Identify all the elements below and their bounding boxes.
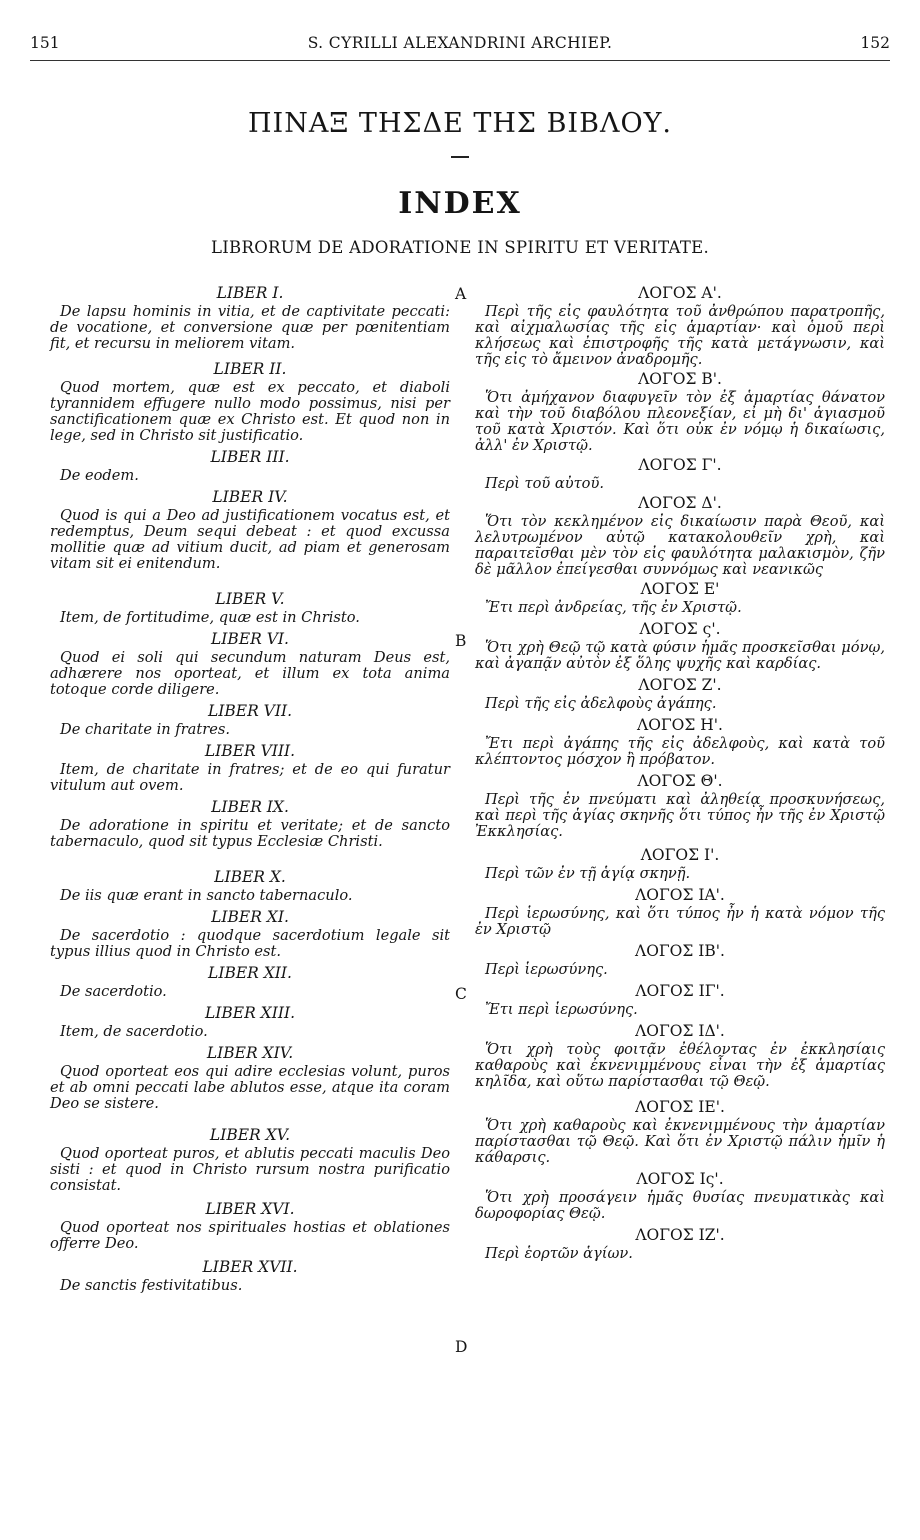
running-header xyxy=(30,34,890,58)
book-summary: Περὶ ἑορτῶν ἁγίων. xyxy=(485,1245,633,1262)
index-entry xyxy=(50,702,450,738)
page-number-right: 152 xyxy=(860,34,890,52)
book-heading: LIBER XI. xyxy=(211,908,289,926)
index-entry xyxy=(475,456,885,492)
book-summary: De sanctis festivitatibus. xyxy=(60,1277,243,1294)
book-summary: Quod oporteat puros, et ablutis peccati maculis Deo sisti : et quod in Christo rursum nostra purificatio consistat. xyxy=(50,1145,450,1194)
book-heading: ΛΟΓΟΣ Δ'. xyxy=(638,494,722,512)
title-divider xyxy=(451,156,469,158)
book-heading: LIBER VI. xyxy=(211,630,289,648)
book-heading: ΛΟΓΟΣ Ζ'. xyxy=(638,676,722,694)
book-summary: De adoratione in spiritu et veritate; et de sancto tabernaculo, quod sit typus Ecclesiæ Christi. xyxy=(50,817,450,850)
index-entry xyxy=(475,1170,885,1222)
book-heading: LIBER XIV. xyxy=(206,1044,294,1062)
book-heading: LIBER XV. xyxy=(209,1126,291,1144)
index-entry xyxy=(475,772,885,840)
index-entry xyxy=(50,1258,450,1294)
book-summary: De charitate in fratres. xyxy=(60,721,230,738)
greek-title: ΠΙΝΑΞ ΤΗΣΔΕ ΤΗΣ ΒΙΒΛΟΥ. xyxy=(248,108,672,139)
latin-title: INDEX xyxy=(398,186,522,221)
book-heading: ΛΟΓΟΣ Η'. xyxy=(637,716,723,734)
book-heading: ΛΟΓΟΣ ΙΖ'. xyxy=(635,1226,725,1244)
book-summary: Ὅτι τὸν κεκλημένον εἰς δικαίωσιν παρὰ Θεοῦ, καὶ λελυτρωμένον αὐτῷ κατακολουθεῖν χρὴ, καὶ παραιτεῖσθαι μὲν τὸν εἰς φαυλότητα μαλακισμὸν, ζῆν δὲ μᾶλλον ἐπείγεσθαι συννόμως καὶ νεανικῶς xyxy=(475,513,885,578)
book-summary: Quod is qui a Deo ad justificationem vocatus est, et redemptus, Deum sequi debeat : et quod excussa mollitie quæ ad vitium ducit, ad piam et generosam vitam sit ei enitendum. xyxy=(50,507,450,572)
index-entry xyxy=(475,716,885,768)
book-heading: ΛΟΓΟΣ Ι'. xyxy=(640,846,720,864)
book-heading: LIBER XIII. xyxy=(204,1004,296,1022)
index-entry xyxy=(50,908,450,960)
book-summary: Item, de charitate in fratres; et de eo qui furatur vitulum aut ovem. xyxy=(50,761,450,794)
book-summary: Quod oporteat eos qui adire ecclesias volunt, puros et ab omni peccati labe ablutos esse, atque ita coram Deo se sistere. xyxy=(50,1063,450,1112)
latin-column xyxy=(50,280,450,1294)
index-subtitle: LIBRORUM DE ADORATIONE IN SPIRITU ET VERITATE. xyxy=(210,238,710,257)
book-summary: Item, de fortitudime, quæ est in Christo. xyxy=(60,609,360,626)
index-entry xyxy=(475,370,885,454)
book-summary: Περὶ ἱερωσύνης, καὶ ὅτι τύπος ἦν ἡ κατὰ νόμον τῆς ἐν Χριστῷ xyxy=(475,905,885,938)
book-heading: ΛΟΓΟΣ ΙΓ'. xyxy=(635,982,725,1000)
index-entry xyxy=(475,1098,885,1166)
book-summary: De iis quæ erant in sancto tabernaculo. xyxy=(60,887,353,904)
index-entry xyxy=(50,798,450,850)
book-summary: Περὶ τῆς εἰς ἀδελφοὺς ἀγάπης. xyxy=(485,695,717,712)
running-title: S. CYRILLI ALEXANDRINI ARCHIEP. xyxy=(307,34,613,52)
book-summary: Περὶ τῆς εἰς φαυλότητα τοῦ ἀνθρώπου παρατροπῆς, καὶ αἰχμαλωσίας τῆς εἰς ἁμαρτίαν· καὶ ὁμοῦ περὶ κλήσεως καὶ ἐπιστροφῆς τῆς κατὰ μετάγνωσιν, καὶ τῆς εἰς τὸ ἄμεινον ἀναδρομῆς. xyxy=(475,303,885,368)
index-entry xyxy=(475,846,885,882)
index-entry xyxy=(50,868,450,904)
book-summary: Ἔτι περὶ ἀγάπης τῆς εἰς ἀδελφοὺς, καὶ κατὰ τοῦ κλέπτοντος μόσχον ἢ πρόβατον. xyxy=(475,735,885,768)
index-entry xyxy=(50,1044,450,1112)
index-entry xyxy=(475,982,885,1018)
book-heading: LIBER VIII. xyxy=(204,742,296,760)
book-heading: ΛΟΓΟΣ ΙΑ'. xyxy=(635,886,725,904)
book-summary: De eodem. xyxy=(60,467,139,484)
index-entry xyxy=(50,448,450,484)
index-entry xyxy=(475,1226,885,1262)
book-summary: Ἔτι περὶ ἀνδρείας, τῆς ἐν Χριστῷ. xyxy=(485,599,742,616)
index-entry xyxy=(475,942,885,978)
book-heading: LIBER IV. xyxy=(212,488,288,506)
book-heading: ΛΟΓΟΣ Γ'. xyxy=(638,456,722,474)
index-entry xyxy=(50,1126,450,1194)
index-entry xyxy=(475,1022,885,1090)
book-summary: Ὅτι χρὴ καθαροὺς καὶ ἐκνενιμμένους τὴν ἁμαρτίαν παρίστασθαι τῷ Θεῷ. Καὶ ὅτι ἐν Χριστῷ πάλιν ἡμῖν ἡ κάθαρσις. xyxy=(475,1117,885,1166)
margin-letter-a: A xyxy=(455,285,467,303)
book-heading: LIBER X. xyxy=(214,868,286,886)
index-entry xyxy=(50,630,450,698)
book-heading: ΛΟΓΟΣ Ις'. xyxy=(636,1170,724,1188)
book-heading: ΛΟΓΟΣ Α'. xyxy=(638,284,722,302)
book-summary: Περὶ τῆς ἐν πνεύματι καὶ ἀληθείᾳ προσκυνήσεως, καὶ περὶ τῆς ἁγίας σκηνῆς ὅτι τύπος ἦν τῆς ἐν Χριστῷ Ἐκκλησίας. xyxy=(475,791,885,840)
book-summary: Quod oporteat nos spirituales hostias et oblationes offerre Deo. xyxy=(50,1219,450,1252)
book-summary: Ἔτι περὶ ἱερωσύνης. xyxy=(485,1001,638,1018)
book-summary: Ὅτι χρὴ τοὺς φοιτᾷν ἐθέλοντας ἐν ἐκκλησίαις καθαροὺς καὶ ἐκνενιμμένους εἶναι τὴν ἐξ ἁμαρτίας κηλῖδα, καὶ οὕτω παρίστασθαι τῷ Θεῷ. xyxy=(475,1041,885,1090)
book-summary: De sacerdotio. xyxy=(60,983,167,1000)
book-heading: LIBER XII. xyxy=(208,964,292,982)
book-summary: Περὶ τοῦ αὐτοῦ. xyxy=(485,475,604,492)
index-entry xyxy=(50,1200,450,1252)
header-rule xyxy=(30,60,890,61)
book-summary: De lapsu hominis in vitia, et de captivitate peccati: de vocatione, et conversione quæ per pœnitentiam fit, et recursu in meliorem vitam. xyxy=(50,303,450,352)
book-heading: ΛΟΓΟΣ Θ'. xyxy=(637,772,723,790)
book-heading: LIBER I. xyxy=(216,284,284,302)
book-heading: LIBER III. xyxy=(210,448,290,466)
book-summary: Item, de sacerdotio. xyxy=(60,1023,208,1040)
book-heading: ΛΟΓΟΣ Ε' xyxy=(640,580,720,598)
book-summary: Περὶ τῶν ἐν τῇ ἁγίᾳ σκηνῇ. xyxy=(485,865,691,882)
index-entry xyxy=(475,580,885,616)
book-summary: Ὅτι χρὴ προσάγειν ἡμᾶς θυσίας πνευματικὰς καὶ δωροφορίας Θεῷ. xyxy=(475,1189,885,1222)
index-entry xyxy=(475,886,885,938)
margin-letter-d: D xyxy=(455,1338,468,1356)
book-heading: LIBER IX. xyxy=(211,798,289,816)
book-heading: ΛΟΓΟΣ ΙΒ'. xyxy=(635,942,725,960)
index-entry xyxy=(50,590,450,626)
book-summary: Ὅτι χρὴ Θεῷ τῷ κατὰ φύσιν ἡμᾶς προσκεῖσθαι μόνῳ, καὶ ἀγαπᾷν αὐτὸν ἐξ ὅλης ψυχῆς καὶ καρδίας. xyxy=(475,639,885,672)
index-entry xyxy=(475,494,885,578)
index-entry xyxy=(50,360,450,444)
index-entry xyxy=(50,742,450,794)
margin-letter-c: C xyxy=(455,985,467,1003)
index-entry xyxy=(50,1004,450,1040)
book-heading: LIBER VII. xyxy=(207,702,293,720)
index-entry xyxy=(50,488,450,572)
book-heading: ΛΟΓΟΣ ΙΔ'. xyxy=(635,1022,725,1040)
page-number-left: 151 xyxy=(30,34,60,52)
book-summary: Quod mortem, quæ est ex peccato, et diaboli tyrannidem effugere nullo modo possimus, nisi per sanctificationem quæ ex Christo est. Et quod non in lege, sed in Christo sit justificatio. xyxy=(50,379,450,444)
index-entry xyxy=(50,284,450,352)
book-summary: De sacerdotio : quodque sacerdotium legale sit typus illius quod in Christo est. xyxy=(50,927,450,960)
book-heading: LIBER XVI. xyxy=(205,1200,295,1218)
book-heading: LIBER XVII. xyxy=(202,1258,298,1276)
book-heading: ΛΟΓΟΣ ΙΕ'. xyxy=(635,1098,725,1116)
book-summary: Περὶ ἱερωσύνης. xyxy=(485,961,608,978)
book-heading: ΛΟΓΟΣ Β'. xyxy=(638,370,722,388)
index-entry xyxy=(475,620,885,672)
margin-letter-b: B xyxy=(455,632,467,650)
greek-column xyxy=(475,280,885,1262)
index-entry xyxy=(50,964,450,1000)
book-heading: ΛΟΓΟΣ ς'. xyxy=(639,620,721,638)
book-summary: Ὅτι ἀμήχανον διαφυγεῖν τὸν ἐξ ἁμαρτίας θάνατον καὶ τὴν τοῦ διαβόλου πλεονεξίαν, εἰ μὴ δι' ἁγιασμοῦ τοῦ κατὰ Χριστόν. Καὶ ὅτι οὐκ ἐν νόμῳ ἡ δικαίωσις, ἀλλ' ἐν Χριστῷ. xyxy=(475,389,885,454)
index-entry xyxy=(475,676,885,712)
book-heading: LIBER II. xyxy=(213,360,287,378)
book-summary: Quod ei soli qui secundum naturam Deus est, adhærere nos oporteat, et illum ex tota anima totoque corde diligere. xyxy=(50,649,450,698)
index-entry xyxy=(475,284,885,368)
book-heading: LIBER V. xyxy=(215,590,285,608)
